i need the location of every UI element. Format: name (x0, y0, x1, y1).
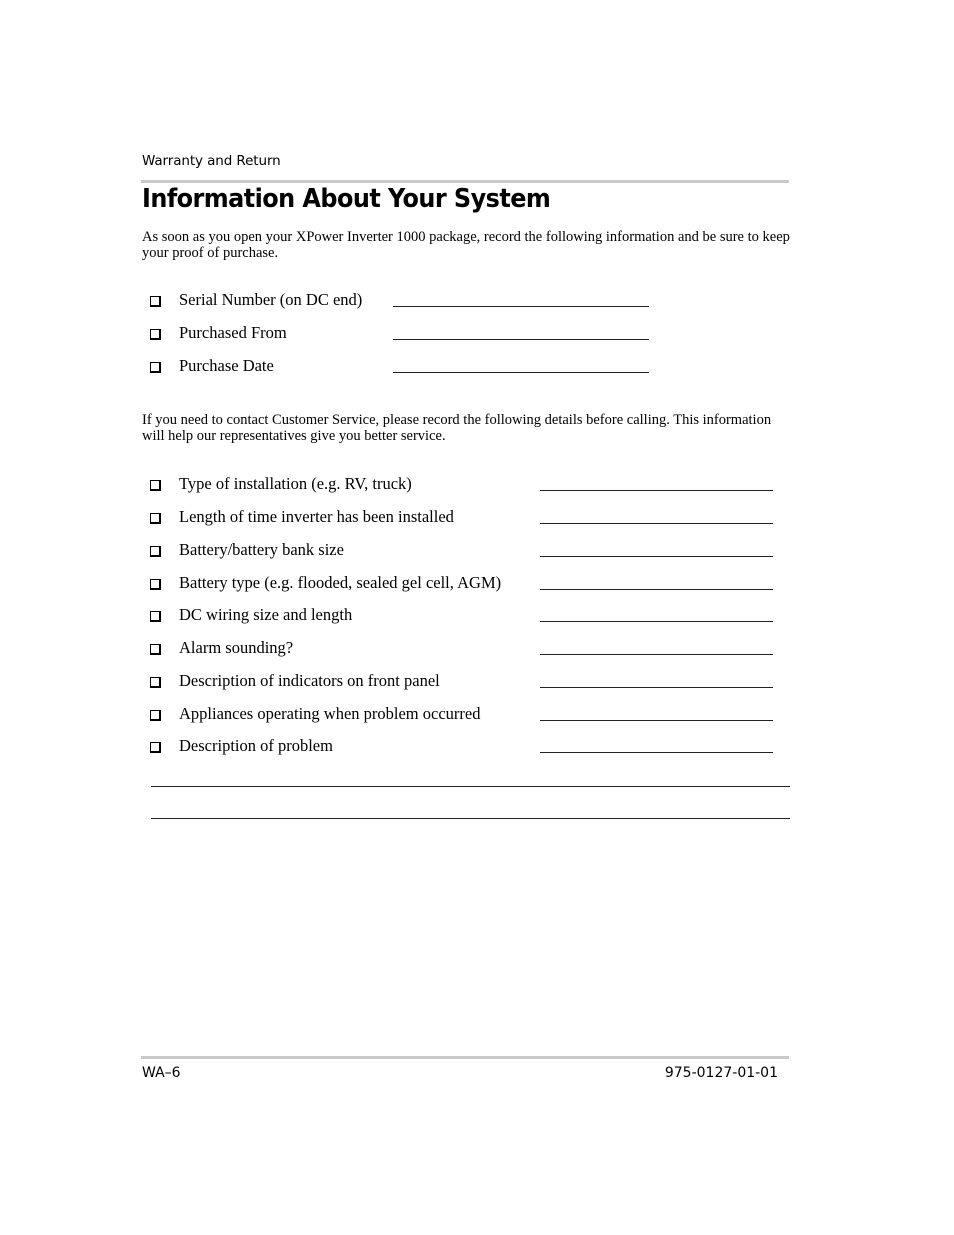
fill-in-line[interactable] (393, 339, 649, 340)
fill-in-line[interactable] (540, 752, 773, 753)
problem-description-line[interactable] (151, 818, 790, 819)
item-label: Battery type (e.g. flooded, sealed gel cell, AGM) (179, 573, 502, 592)
problem-description-line[interactable] (151, 786, 790, 787)
fill-in-line[interactable] (540, 523, 773, 524)
checkbox-icon[interactable] (150, 677, 161, 688)
fill-in-line[interactable] (540, 490, 773, 491)
fill-in-line[interactable] (540, 621, 773, 622)
checkbox-icon[interactable] (150, 362, 161, 373)
fill-in-line[interactable] (393, 306, 649, 307)
checkbox-icon[interactable] (150, 644, 161, 655)
page-number: WA–6 (142, 1065, 181, 1081)
item-label: Description of indicators on front panel (179, 671, 440, 690)
intro-paragraph: As soon as you open your XPower Inverter 1000 package, record the following information and be sure to keep your proof of purchase. (142, 229, 790, 261)
fill-in-line[interactable] (393, 372, 649, 373)
checkbox-icon[interactable] (150, 710, 161, 721)
item-label: Alarm sounding? (179, 638, 294, 657)
checkbox-icon[interactable] (150, 546, 161, 557)
checkbox-icon[interactable] (150, 742, 161, 753)
checkbox-icon[interactable] (150, 611, 161, 622)
document-number: 975-0127-01-01 (664, 1065, 778, 1081)
contact-paragraph: If you need to contact Customer Service, please record the following details before calling. This information will help our representatives give you better service. (142, 412, 772, 444)
item-label: Appliances operating when problem occurred (179, 704, 481, 723)
item-label: Purchase Date (179, 356, 274, 375)
item-label: Purchased From (179, 323, 287, 342)
item-label: Description of problem (179, 736, 333, 755)
item-label: Type of installation (e.g. RV, truck) (179, 474, 412, 493)
checkbox-icon[interactable] (150, 513, 161, 524)
header-rule (141, 180, 789, 183)
fill-in-line[interactable] (540, 556, 773, 557)
fill-in-line[interactable] (540, 589, 773, 590)
item-label: Serial Number (on DC end) (179, 290, 363, 309)
item-label: Battery/battery bank size (179, 540, 344, 559)
fill-in-line[interactable] (540, 654, 773, 655)
checkbox-icon[interactable] (150, 329, 161, 340)
checkbox-icon[interactable] (150, 296, 161, 307)
running-header: Warranty and Return (142, 153, 281, 169)
fill-in-line[interactable] (540, 720, 773, 721)
checkbox-icon[interactable] (150, 579, 161, 590)
checkbox-icon[interactable] (150, 480, 161, 491)
item-label: Length of time inverter has been installed (179, 507, 454, 526)
fill-in-line[interactable] (540, 687, 773, 688)
item-label: DC wiring size and length (179, 605, 353, 624)
footer-rule (141, 1056, 789, 1059)
page-title: Information About Your System (142, 184, 551, 214)
